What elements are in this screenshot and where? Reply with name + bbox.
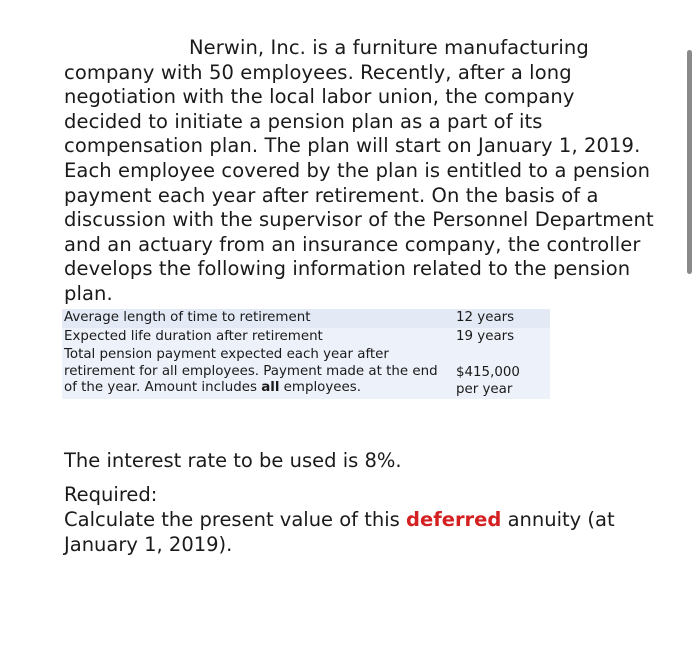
- table-row: [62, 346, 550, 399]
- row-value: 12 years: [446, 309, 550, 328]
- row-label-part: Total pension payment expected each year after retirement for all employees. Payment made at the end: [64, 347, 438, 379]
- question-text: annuity (at January 1, 2019).: [64, 508, 615, 556]
- row-label: Average length of time to retirement: [62, 309, 446, 328]
- interest-rate-text: The interest rate to be used is 8%.: [64, 449, 402, 472]
- row-label: [62, 346, 446, 399]
- required-label: Required:: [64, 483, 158, 506]
- table-row: [62, 309, 550, 328]
- row-value-unit: per year: [456, 381, 513, 397]
- row-label: Expected life duration after retirement: [64, 328, 323, 344]
- question-emphasis: deferred: [406, 508, 502, 531]
- problem-intro: [64, 36, 654, 307]
- pension-info-table: [62, 309, 550, 399]
- row-value-amount: $415,000: [456, 365, 520, 380]
- table-row: [62, 328, 550, 347]
- row-label-part: employees.: [283, 380, 362, 395]
- row-label-bold: all: [261, 380, 280, 395]
- intro-text: Nerwin, Inc. is a furniture manufacturing company with 50 employees. Recently, after a long negotiation with the local labor union, the company decided to initiate a pension plan as a part of its compensation plan. The plan will start on January 1, 2019. Each employee covered by the plan is entitled to a pension payment each year after retirement. On the basis of a discussion with the supervisor of the Personnel Department and an actuary from an insurance company, the controller develops the following information related to the pension plan.: [64, 36, 654, 305]
- required-section: [64, 482, 664, 557]
- row-label-part: of the year. Amount includes: [64, 380, 257, 395]
- row-value: 19 years: [456, 328, 515, 344]
- scrollbar[interactable]: [687, 50, 692, 274]
- row-value: [446, 346, 550, 399]
- question-text: Calculate the present value of this: [64, 508, 400, 531]
